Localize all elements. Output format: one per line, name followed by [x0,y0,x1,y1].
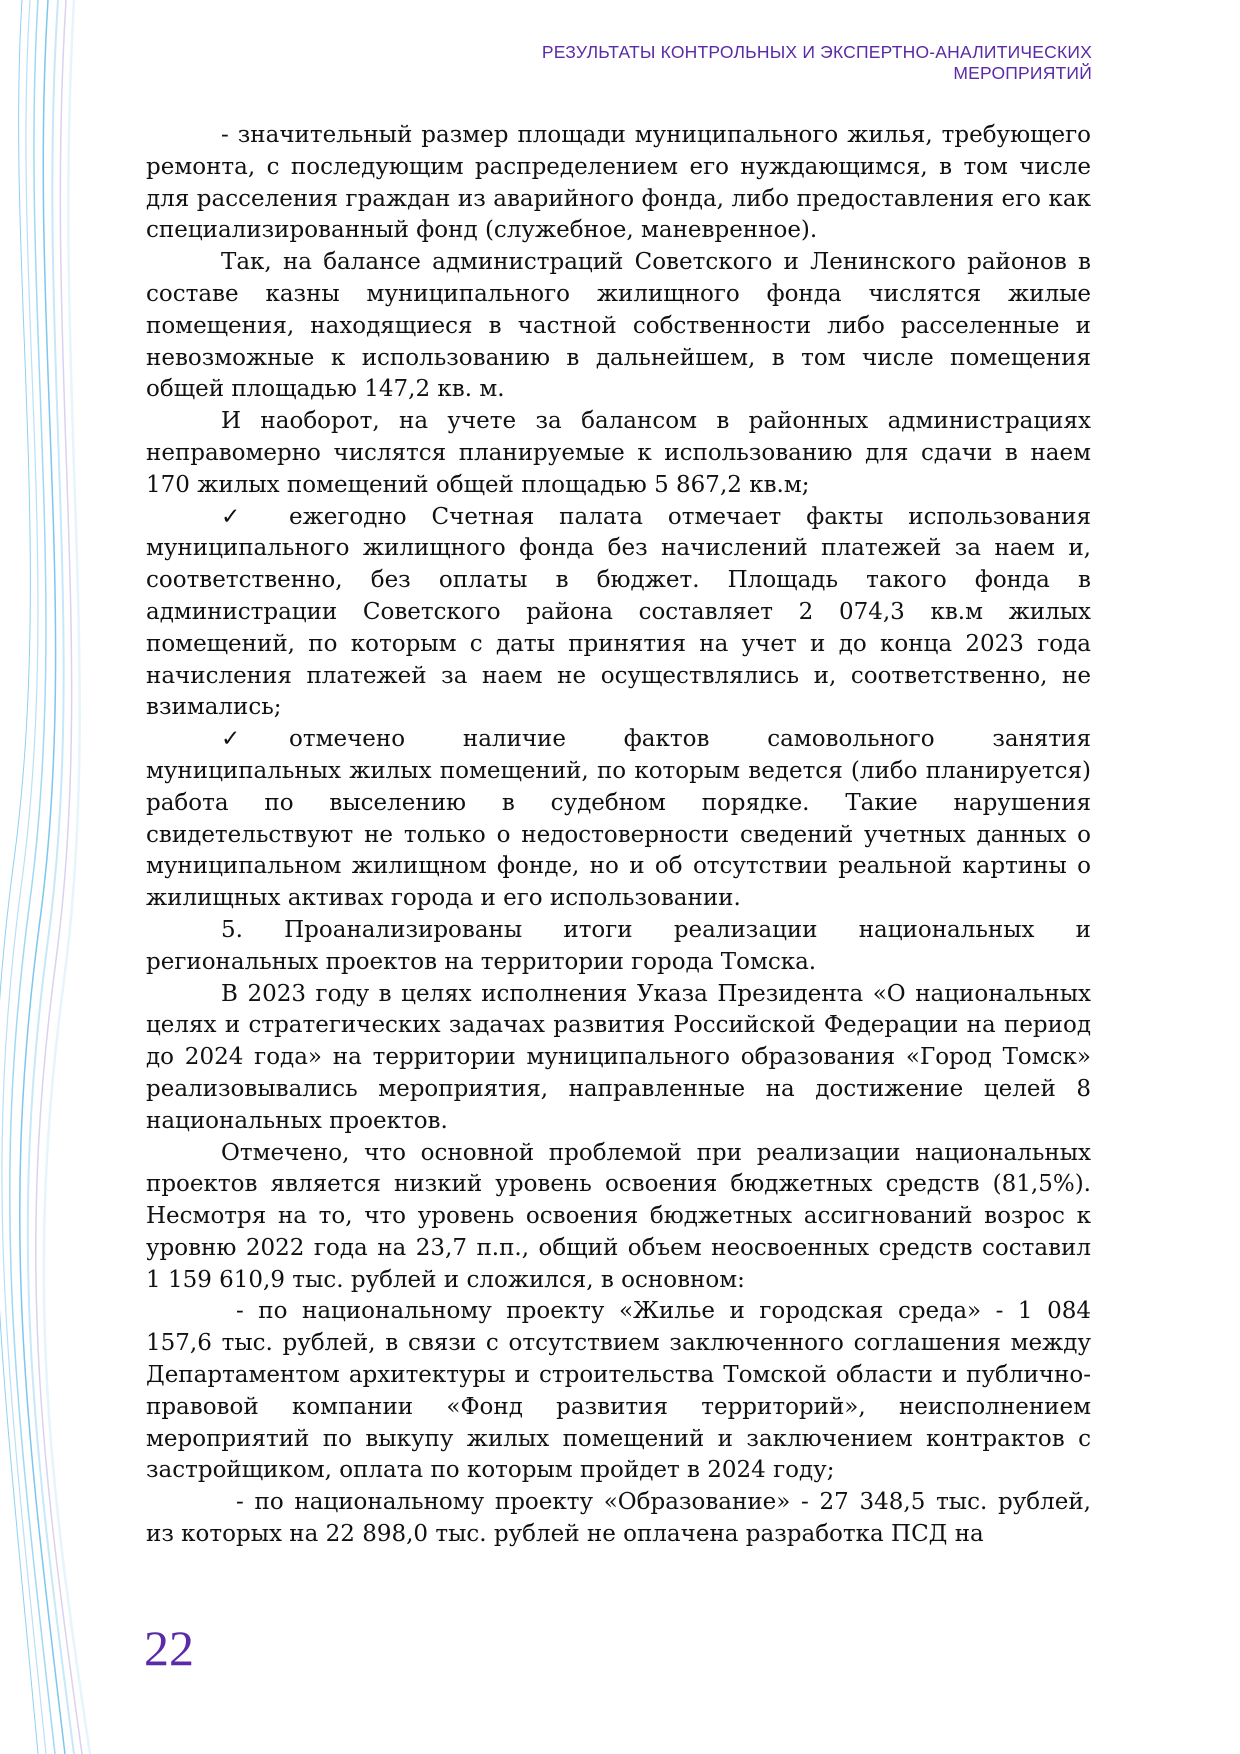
checkmark-icon: ✓ [221,503,241,530]
bullet-paragraph [146,502,1091,725]
paragraph: Так, на балансе администраций Советского и Ленинского районов в составе казны муниципального жилищного фонда числятся жилые помещения, находящиеся в частной собственности либо расселенные и невозможные к использованию в дальнейшем, в том числе помещения общей площадью 147,2 кв. м. [146,249,1091,403]
bullet-text: отмечено наличие фактов самовольного занятия муниципальных жилых помещений, по которым ведется (либо планируется) работа по выселению в судебном порядке. Такие нарушения свидетельствуют не только о недостоверности сведений учетных данных о муниципальном жилищном фонде, но и об отсутствии реальной картины о жилищных активах города и его использовании. [146,726,1091,912]
page-number: 22 [144,1620,194,1676]
paragraph: Отмечено, что основной проблемой при реализации национальных проектов является низкий уровень освоения бюджетных средств (81,5%). Несмотря на то, что уровень освоения бюджетных ассигнований возрос к уровню 2022 года на 23,7 п.п., общий объем неосвоенных средств составил 1 159 610,9 тыс. рублей и сложился, в основном: [146,1139,1091,1293]
header-line-1: РЕЗУЛЬТАТЫ КОНТРОЛЬНЫХ И ЭКСПЕРТНО-АНАЛИТИЧЕСКИХ [541,42,1092,62]
header-line-2: МЕРОПРИЯТИЙ [953,63,1092,83]
bullet-text: ежегодно Счетная палата отмечает факты использования муниципального жилищного фонда без начислений платежей за наем и, соответственно, без оплаты в бюджет. Площадь такого фонда в администрации Советского района составляет 2 074,3 кв.м жилых помещений, по которым с даты принятия на учет и до конца 2023 года начисления платежей за наем не осуществлялись и, соответственно, не взимались; [146,503,1091,721]
body-text [146,120,1091,1551]
paragraph: - по национальному проекту «Жилье и городская среда» - 1 084 157,6 тыс. рублей, в связи с отсутствием заключенного соглашения между Департаментом архитектуры и строительства Томской области и публично-правовой компании «Фонд развития территорий», неисполнением мероприятий по выкупу жилых помещений и заключением контрактов с застройщиком, оплата по которым пройдет в 2024 году; [146,1298,1091,1484]
paragraph: В 2023 году в целях исполнения Указа Президента «О национальных целях и стратегических задачах развития Российской Федерации на период до 2024 года» на территории муниципального образования «Город Томск» реализовывались мероприятия, направленные на достижение целей 8 национальных проектов. [146,980,1091,1134]
paragraph: И наоборот, на учете за балансом в районных администрациях неправомерно числятся планируемые к использованию для сдачи в наем 170 жилых помещений общей площадью 5 867,2 кв.м; [146,408,1091,498]
bullet-paragraph [146,724,1091,915]
paragraph: - по национальному проекту «Образование» - 27 348,5 тыс. рублей, из которых на 22 898,0 тыс. рублей не оплачена разработка ПСД на [146,1489,1091,1548]
checkmark-icon: ✓ [221,726,241,753]
page-header [392,42,1092,84]
paragraph: - значительный размер площади муниципального жилья, требующего ремонта, с последующим распределением его нуждающимся, в том числе для расселения граждан из аварийного фонда, либо предоставления его как специализированный фонд (служебное, маневренное). [146,122,1091,244]
paragraph: 5. Проанализированы итоги реализации национальных и региональных проектов на территории города Томска. [146,916,1091,975]
decorative-wave-lines [0,0,110,1754]
